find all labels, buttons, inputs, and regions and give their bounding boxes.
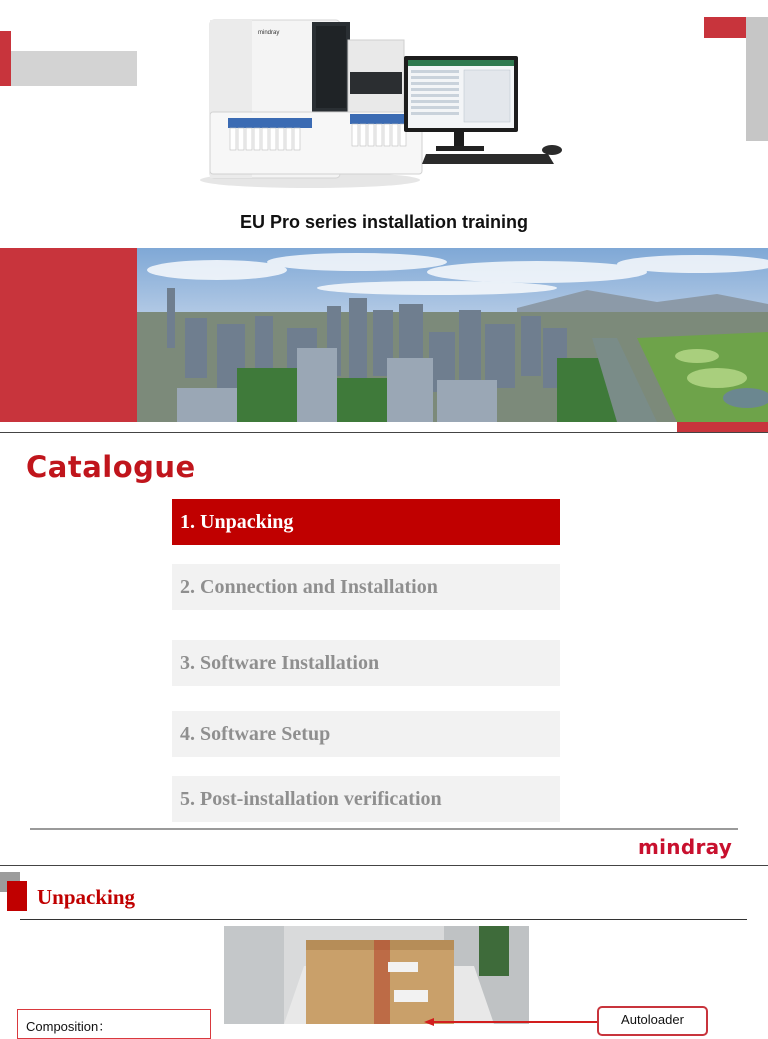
catalogue-item-connection[interactable]: 2. Connection and Installation (172, 564, 560, 610)
arrow-icon (424, 1017, 598, 1027)
decor-red-block (0, 248, 137, 422)
decor-grey-bar-right (746, 17, 768, 141)
city-skyline-photo (137, 248, 768, 422)
catalogue-item-unpacking[interactable]: 1. Unpacking (172, 499, 560, 545)
analyzer-brand-label: mindray (258, 30, 280, 36)
analyzer-illustration (200, 14, 570, 194)
cover-title: EU Pro series installation training (239, 212, 529, 232)
mindray-logo: mindray (638, 835, 733, 859)
unpacking-title: Unpacking (37, 885, 136, 909)
decor-red-square (7, 881, 27, 911)
packaging-box-photo (224, 926, 529, 1024)
catalogue-title: Catalogue (26, 450, 196, 484)
catalogue-slide (0, 433, 768, 865)
catalogue-item-software-installation[interactable]: 3. Software Installation (172, 640, 560, 686)
footer-rule (30, 828, 738, 830)
catalogue-item-software-setup[interactable]: 4. Software Setup (172, 711, 560, 757)
autoloader-label-box: Autoloader (597, 1006, 708, 1036)
unpacking-slide (0, 866, 768, 1034)
decor-red-bar-left (0, 31, 11, 86)
decor-grey-bar-left (11, 51, 137, 86)
decor-red-bar-right (704, 17, 746, 38)
catalogue-item-verification[interactable]: 5. Post-installation verification (172, 776, 560, 822)
cover-slide (0, 0, 768, 432)
decor-red-bar-bottom (677, 422, 768, 432)
title-rule (20, 919, 747, 920)
composition-label-box: Composition： (17, 1009, 211, 1039)
